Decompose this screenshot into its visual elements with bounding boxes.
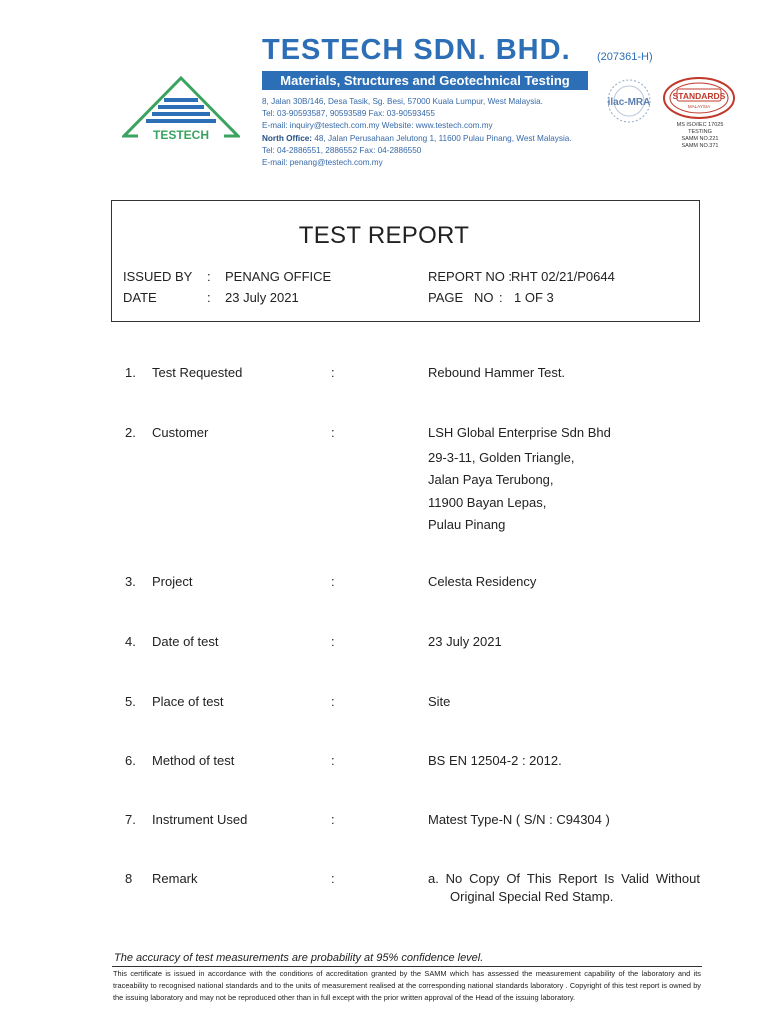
item-label: Instrument Used — [152, 812, 248, 827]
remark-word: This — [526, 871, 552, 886]
remark-word: Report — [558, 871, 598, 886]
cert-line-4: SAMM NO.371 — [681, 143, 719, 149]
item-number: 4. — [125, 634, 136, 649]
item-number: 7. — [125, 812, 136, 827]
report-title: TEST REPORT — [298, 222, 470, 249]
item-number: 5. — [125, 694, 136, 709]
north-office-text: 48, Jalan Perusahaan Jelutong 1, 11600 Pulau Pinang, West Malaysia. — [312, 134, 572, 143]
remark-word: Copy — [469, 871, 500, 886]
item-value: 23 July 2021 — [428, 634, 502, 649]
item-label: Test Requested — [152, 365, 243, 380]
item-colon: : — [331, 753, 335, 768]
issued-by-label: ISSUED BY — [123, 269, 193, 284]
customer-address-line: 29-3-11, Golden Triangle, — [428, 450, 575, 465]
item-number: 8 — [125, 871, 133, 886]
remark-marker: a. — [428, 871, 439, 886]
item-colon: : — [331, 812, 335, 827]
north-office-label: North Office: — [262, 134, 313, 143]
item-colon: : — [331, 871, 335, 886]
customer-address-line: Jalan Paya Terubong, — [428, 472, 554, 487]
report-no-label: REPORT NO : — [428, 269, 513, 284]
report-no-value: RHT 02/21/P0644 — [511, 269, 615, 284]
north-office-contact: Tel: 04-2886551, 2886552 Fax: 04-2886550 — [262, 146, 422, 155]
item-label: Remark — [152, 871, 198, 886]
item-value: Rebound Hammer Test. — [428, 365, 566, 380]
company-logo — [122, 76, 240, 144]
remark-text — [428, 871, 700, 904]
cert-line-3: SAMM NO.221 — [681, 136, 719, 142]
remark-word: No — [445, 871, 463, 886]
item-value: Site — [428, 694, 451, 709]
remark-line-1 — [428, 871, 700, 886]
item-label: Date of test — [152, 634, 219, 649]
issued-by-sep: : — [207, 269, 211, 284]
cert-line-1: MS ISO/IEC 17025 — [676, 122, 724, 128]
hq-contact: Tel: 03-90593587, 90593589 Fax: 03-90593455 — [262, 109, 435, 118]
item-colon: : — [331, 365, 335, 380]
standards-malaysia-logo — [662, 76, 736, 122]
accuracy-statement: The accuracy of test measurements are probability at 95% confidence level. — [114, 952, 484, 964]
item-label: Customer — [152, 425, 209, 440]
logo-text: TESTECH — [152, 128, 210, 142]
company-name: TESTECH SDN. BHD. — [262, 34, 571, 66]
cert-line-2: TESTING — [688, 129, 712, 135]
company-registration: (207361-H) — [597, 51, 653, 63]
item-label: Place of test — [152, 694, 224, 709]
issued-by-value: PENANG OFFICE — [225, 269, 332, 284]
item-number: 3. — [125, 574, 136, 589]
north-office-address — [262, 133, 572, 145]
date-sep: : — [207, 290, 211, 305]
company-tagline: Materials, Structures and Geotechnical Testing — [262, 71, 588, 90]
remark-word: Of — [506, 871, 521, 886]
report-header-box — [111, 200, 700, 322]
remark-word: Is — [604, 871, 615, 886]
item-number: 2. — [125, 425, 136, 440]
ilac-label: ilac-MRA — [607, 97, 651, 108]
date-label: DATE — [123, 290, 157, 305]
ilac-mra-logo — [604, 78, 654, 124]
item-value: Celesta Residency — [428, 574, 537, 589]
customer-name: LSH Global Enterprise Sdn Bhd — [428, 425, 611, 440]
customer-address-line: Pulau Pinang — [428, 517, 506, 532]
hq-address: 8, Jalan 30B/146, Desa Tasik, Sg. Besi, 57000 Kuala Lumpur, West Malaysia. — [262, 97, 543, 106]
page-no-label: PAGE NO — [428, 290, 494, 305]
remark-word: Valid — [621, 871, 650, 886]
standards-sublabel: MALAYSIA — [687, 104, 711, 109]
item-colon: : — [331, 574, 335, 589]
north-office-email: E-mail: penang@testech.com.my — [262, 158, 383, 167]
item-number: 1. — [125, 365, 136, 380]
footer-divider — [112, 966, 702, 967]
item-colon: : — [331, 634, 335, 649]
remark-word: Without — [655, 871, 700, 886]
hq-email: E-mail: inquiry@testech.com.my Website: www.testech.com.my — [262, 121, 493, 130]
item-label: Method of test — [152, 753, 235, 768]
item-value: Matest Type-N ( S/N : C94304 ) — [428, 812, 610, 827]
customer-address-line: 11900 Bayan Lepas, — [428, 495, 547, 510]
accreditation-disclaimer: This certificate is issued in accordance with the conditions of accreditation granted by the SAMM which has assessed the measurement capability of the laboratory and its traceability to recognised national standards and to the units of measurement realised at the corresponding national standards laboratory . Copyright of this test report is owned by the issuing laboratory and may not be reproduced other than in full except with the prior written approval of the Head of the issuing laboratory. — [113, 969, 701, 1002]
standards-label: STANDARDS — [672, 91, 726, 101]
date-value: 23 July 2021 — [225, 290, 299, 305]
page-no-sep: : — [499, 290, 503, 305]
item-colon: : — [331, 694, 335, 709]
item-label: Project — [152, 574, 193, 589]
item-number: 6. — [125, 753, 136, 768]
item-value: BS EN 12504-2 : 2012. — [428, 753, 562, 768]
item-colon: : — [331, 425, 335, 440]
page-no-value: 1 OF 3 — [514, 290, 554, 305]
remark-line-2: Original Special Red Stamp. — [450, 889, 614, 904]
